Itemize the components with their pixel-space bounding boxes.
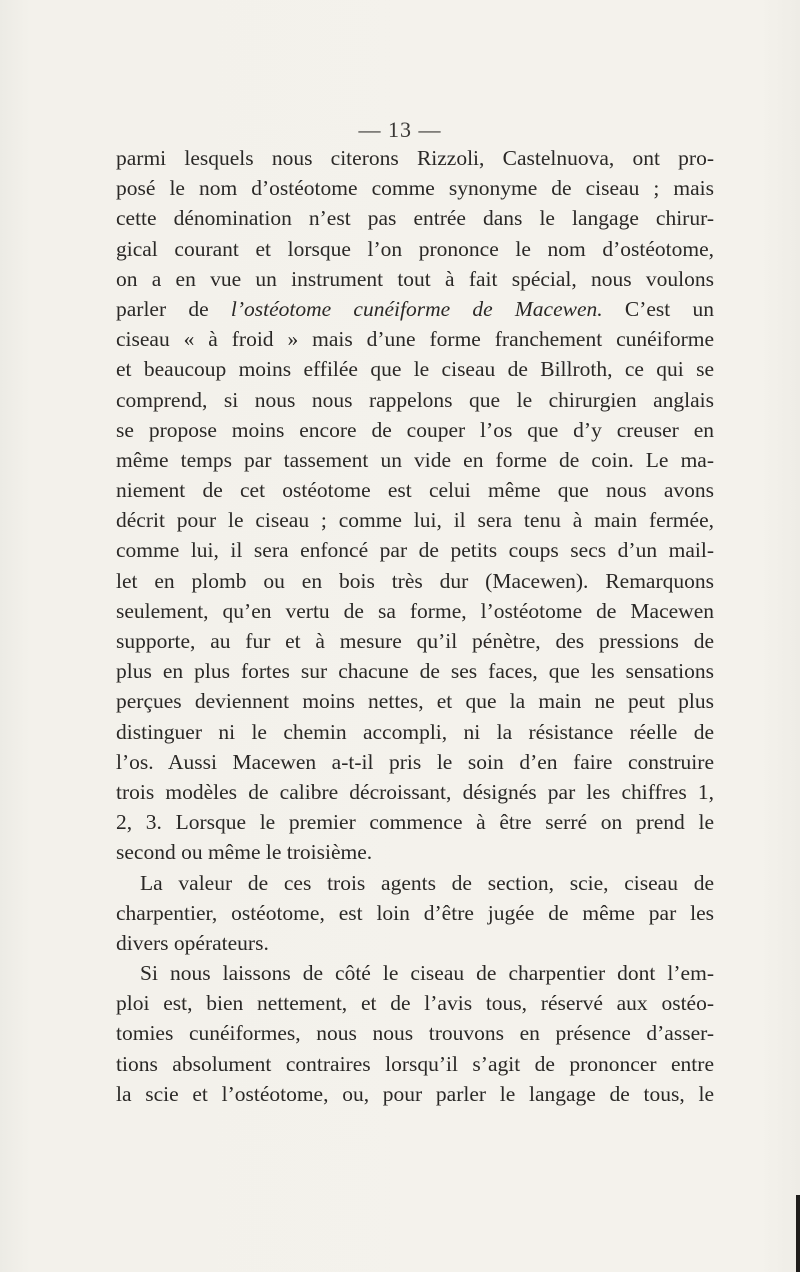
- text-line: tomies cunéiformes, nous nous trouvons en présence d’asser-: [116, 1021, 714, 1046]
- text-line: second ou même le troisième.: [116, 840, 373, 865]
- text-line: se propose moins encore de couper l’os que d’y creuser en: [116, 417, 714, 442]
- text-line: décrit pour le ciseau ; comme lui, il sera tenu à main fermée,: [116, 508, 714, 533]
- page-number: — 13 —: [358, 117, 442, 142]
- body-text: [116, 143, 714, 1109]
- text-line: comprend, si nous nous rappelons que le chirurgien anglais: [116, 387, 714, 412]
- italic-title: l’ostéotome cunéiforme de Macewen.: [230, 296, 603, 321]
- text-run: C’est un: [602, 296, 714, 321]
- text-line: parmi lesquels nous citerons Rizzoli, Castelnuova, ont pro-: [116, 146, 714, 170]
- text-line: niement de cet ostéotome est celui même que nous avons: [116, 478, 714, 503]
- text-line: ploi est, bien nettement, et de l’avis tous, réservé aux ostéo-: [116, 991, 714, 1016]
- page-edge-shadow: [796, 1195, 800, 1272]
- text-line: divers opérateurs.: [116, 930, 269, 955]
- text-line: même temps par tassement un vide en forme de coin. Le ma-: [116, 447, 714, 472]
- text-line: tions absolument contraires lorsqu’il s’agit de prononcer entre: [116, 1051, 714, 1076]
- text-line: distinguer ni le chemin accompli, ni la résistance réelle de: [116, 719, 714, 744]
- text-line: 2, 3. Lorsque le premier commence à être serré on prend le: [116, 810, 714, 835]
- text-line: ciseau « à froid » mais d’une forme franchement cunéiforme: [116, 327, 714, 352]
- text-run: parler de: [116, 296, 231, 321]
- text-line: trois modèles de calibre décroissant, désignés par les chiffres 1,: [116, 779, 714, 804]
- text-line: seulement, qu’en vertu de sa forme, l’ostéotome de Macewen: [116, 598, 714, 623]
- text-line: perçues deviennent moins nettes, et que la main ne peut plus: [116, 689, 714, 714]
- text-line: La valeur de ces trois agents de section, scie, ciseau de: [140, 870, 714, 895]
- text-line: supporte, au fur et à mesure qu’il pénètre, des pressions de: [116, 629, 714, 653]
- text-line: plus en plus fortes sur chacune de ses faces, que les sensations: [116, 659, 714, 684]
- text-line: cette dénomination n’est pas entrée dans le langage chirur-: [116, 206, 714, 231]
- text-line: on a en vue un instrument tout à fait spécial, nous voulons: [116, 266, 714, 291]
- text-line: et beaucoup moins effilée que le ciseau de Billroth, ce qui se: [116, 357, 714, 382]
- text-line: gical courant et lorsque l’on prononce le nom d’ostéotome,: [116, 236, 714, 261]
- text-line: [116, 294, 714, 324]
- text-line: comme lui, il sera enfoncé par de petits coups secs d’un mail-: [116, 538, 714, 563]
- text-line: let en plomb ou en bois très dur (Macewen). Remarquons: [116, 568, 714, 593]
- text-line: la scie et l’ostéotome, ou, pour parler le langage de tous, le: [116, 1081, 714, 1106]
- text-line: l’os. Aussi Macewen a-t-il pris le soin d’en faire construire: [116, 749, 714, 774]
- text-line: charpentier, ostéotome, est loin d’être jugée de même par les: [116, 900, 714, 925]
- text-line: Si nous laissons de côté le ciseau de charpentier dont l’em-: [140, 961, 714, 986]
- text-line: posé le nom d’ostéotome comme synonyme de ciseau ; mais: [116, 176, 714, 201]
